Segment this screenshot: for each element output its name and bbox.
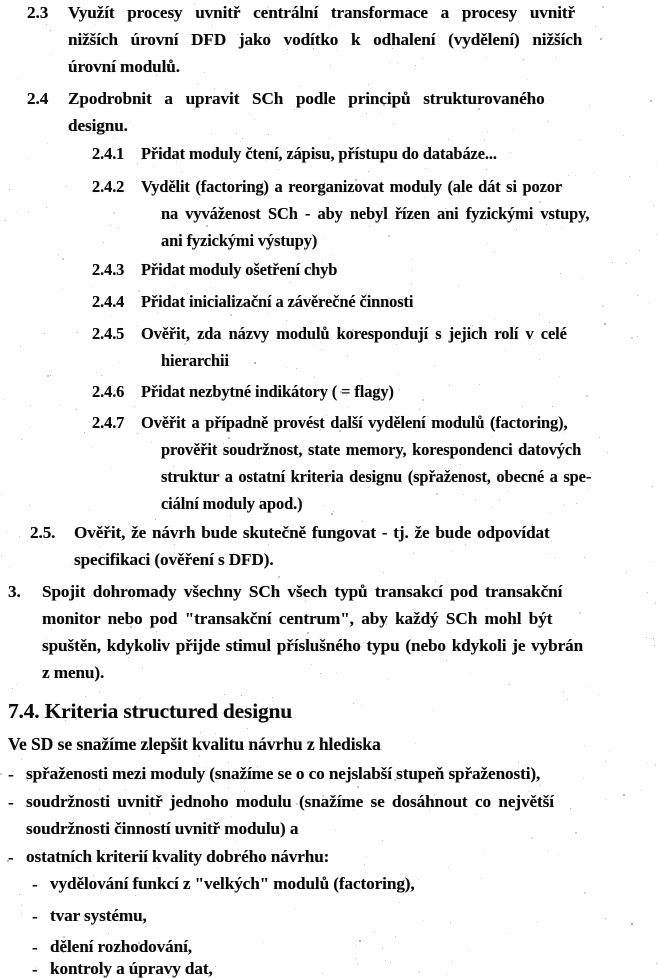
bullet-marker: - (32, 907, 38, 926)
list-text-line: Využít procesy uvnitř centrální transformace a procesy uvnitř (68, 3, 576, 22)
list-text-line: Přidat nezbytné indikátory ( = flagy) (141, 382, 394, 401)
bullet-text: soudržnosti uvnitř jednoho modulu (snažíme se dosáhnout co největší (26, 792, 554, 811)
list-text-line: z menu). (42, 663, 105, 682)
list-number-2-4: 2.4 (27, 89, 49, 108)
list-number-2-3: 2.3 (27, 3, 49, 22)
list-text-line: nižších úrovní DFD jako vodítko k odhalení (vydělení) nižších (68, 30, 583, 49)
list-text-line: Zpodrobnit a upravit SCh podle principů strukturovaného (68, 89, 545, 108)
list-text-line: Spojit dohromady všechny SCh všech typů transakcí pod transakční (42, 582, 563, 601)
list-number-2-4-3: 2.4.3 (92, 260, 125, 279)
list-number-2-4-5: 2.4.5 (92, 324, 125, 343)
bullet-marker: - (32, 960, 38, 978)
list-text-line: Ověřit, že návrh bude skutečně fungovat - tj. že bude odpovídat (74, 523, 550, 542)
bullet-text: ostatních kriterií kvality dobrého návrhu: (26, 847, 330, 866)
list-text-line: spuštěn, kdykoliv přijde stimul příslušného typu (nebo kdykoli je vybrán (42, 636, 584, 655)
list-text-line: struktur a ostatní kriteria designu (spřaženost, obecné a spe- (161, 467, 592, 486)
bullet-marker: - (8, 793, 14, 812)
list-number-3: 3. (8, 582, 21, 601)
list-text-line: Přidat moduly čtení, zápisu, přístupu do databáze... (141, 144, 497, 163)
bullet-text: soudržnosti činností uvnitř modulu) a (26, 819, 299, 838)
list-text-line: na vyváženost SCh - aby nebyl řízen ani fyzickými vstupy, (161, 204, 590, 223)
list-text-line: ciální moduly apod.) (161, 494, 303, 513)
bullet-text: dělení rozhodování, (50, 937, 192, 956)
list-text-line: úrovní modulů. (68, 57, 180, 76)
bullet-text: vydělování funkcí z "velkých" modulů (factoring), (50, 874, 415, 893)
list-text-line: designu. (68, 116, 128, 135)
list-number-2-4-2: 2.4.2 (92, 177, 125, 196)
bullet-marker: - (32, 875, 38, 894)
list-text-line: prověřit soudržnost, state memory, korespondenci datových (161, 440, 582, 459)
list-text-line: Přidat moduly ošetření chyb (141, 260, 338, 279)
bullet-marker: - (8, 848, 14, 867)
bullet-text: kontroly a úpravy dat, (50, 959, 213, 978)
list-text-line: ani fyzickými výstupy) (161, 231, 318, 250)
list-text-line: Vydělit (factoring) a reorganizovat moduly (ale dát si pozor (141, 177, 563, 196)
bullet-marker: - (8, 765, 14, 784)
list-text-line: Ověřit, zda názvy modulů korespondují s jejich rolí v celé (141, 324, 567, 343)
list-number-2-5: 2.5. (30, 523, 56, 542)
list-text-line: monitor nebo pod "transakční centrum", aby každý SCh mohl být (42, 609, 553, 628)
list-number-2-4-7: 2.4.7 (92, 413, 125, 432)
bullet-text: spřaženosti mezi moduly (snažíme se o co nejslabší stupeň spřaženosti), (26, 764, 541, 783)
section-heading: 7.4. Kriteria structured designu (8, 699, 293, 723)
bullet-marker: - (32, 938, 38, 957)
list-number-2-4-1: 2.4.1 (92, 144, 125, 163)
list-number-2-4-6: 2.4.6 (92, 382, 125, 401)
list-text-line: specifikaci (ověření s DFD). (74, 550, 274, 569)
section-intro: Ve SD se snažíme zlepšit kvalitu návrhu z hlediska (8, 734, 381, 754)
list-text-line: Ověřit a případně provést další vydělení modulů (factoring), (141, 413, 568, 432)
bullet-text: tvar systému, (50, 906, 147, 925)
list-text-line: Přidat inicializační a závěrečné činnosti (141, 292, 414, 311)
list-number-2-4-4: 2.4.4 (92, 292, 125, 311)
list-text-line: hierarchii (161, 351, 229, 370)
